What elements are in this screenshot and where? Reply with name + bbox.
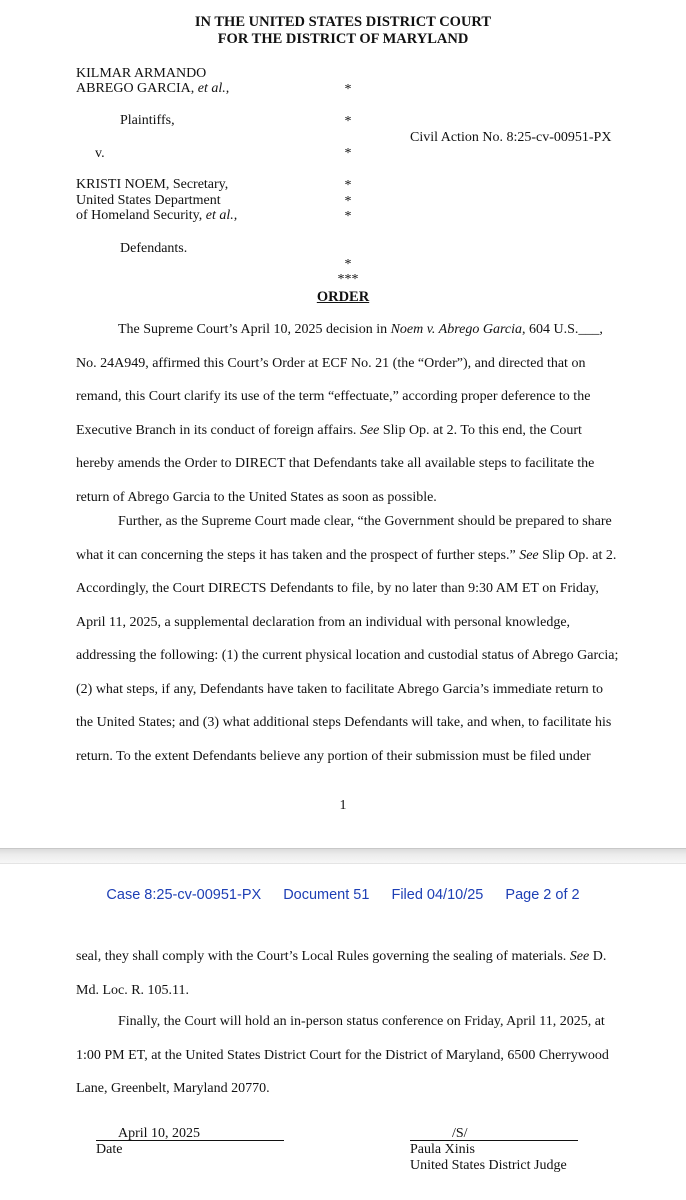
filed-date: Filed 04/10/25: [391, 887, 484, 903]
court-heading-line1: IN THE UNITED STATES DISTRICT COURT: [194, 14, 492, 30]
caption-triple-star: ***: [337, 272, 359, 287]
paragraph-line: 1:00 PM ET, at the United States District Court for the District of Maryland, 6500 Cherrywood: [76, 1047, 609, 1063]
paragraph-line: hereby amends the Order to DIRECT that Defendants take all available steps to facilitate the: [76, 456, 595, 471]
plaintiffs-label: Plaintiffs,: [120, 113, 175, 128]
defendants-label: Defendants.: [120, 241, 188, 256]
judge-name: Paula Xinis: [410, 1142, 475, 1157]
caption-star: *: [344, 209, 352, 224]
defendant-name-line3: of Homeland Security, et al.,: [76, 208, 238, 223]
paragraph-line: addressing the following: (1) the current physical location and custodial status of Abrego Garcia;: [76, 648, 619, 663]
signature-line: [410, 1126, 578, 1141]
court-heading-line2: FOR THE DISTRICT OF MARYLAND: [217, 31, 469, 47]
paragraph-line: Md. Loc. R. 105.11.: [76, 982, 190, 998]
page-number: 1: [339, 798, 347, 813]
paragraph-line: Finally, the Court will hold an in-person status conference on Friday, April 11, 2025, at: [118, 1014, 605, 1029]
caption-star: *: [344, 178, 352, 193]
caption-star: *: [344, 194, 352, 209]
judge-title: United States District Judge: [410, 1158, 567, 1173]
order-paragraph-1: [76, 313, 608, 514]
signature-value: /S/: [452, 1126, 468, 1141]
document-header: [0, 887, 686, 903]
paragraph-line: seal, they shall comply with the Court’s Local Rules governing the sealing of materials. See D.: [76, 949, 607, 964]
paragraph-line: Lane, Greenbelt, Maryland 20770.: [76, 1081, 270, 1096]
paragraph-line: Executive Branch in its conduct of foreign affairs. See Slip Op. at 2. To this end, the Court: [76, 422, 582, 438]
paragraph-line: (2) what steps, if any, Defendants have taken to facilitate Abrego Garcia’s immediate return to: [76, 681, 604, 697]
case-number: Case 8:25-cv-00951-PX: [106, 887, 262, 903]
page-count: Page 2 of 2: [505, 887, 580, 903]
plaintiff-name-line1: KILMAR ARMANDO: [76, 66, 207, 81]
paragraph-line: return of Abrego Garcia to the United States as soon as possible.: [76, 489, 437, 505]
plaintiff-name-line2: ABREGO GARCIA, et al.,: [76, 81, 230, 96]
order-title: ORDER: [316, 289, 370, 305]
order-paragraph-2: [76, 505, 619, 773]
date-label: Date: [96, 1142, 123, 1157]
paragraph-line: No. 24A949, affirmed this Court’s Order at ECF No. 21 (the “Order”), and directed that on: [76, 355, 586, 371]
date-value: April 10, 2025: [118, 1126, 201, 1141]
civil-action-number: Civil Action No. 8:25-cv-00951-PX: [410, 130, 612, 145]
paragraph-line: the United States; and (3) what additional steps Defendants will take, and when, to facilitate his: [76, 715, 612, 730]
paragraph-line: The Supreme Court’s April 10, 2025 decision in Noem v. Abrego Garcia, 604 U.S.___,: [118, 322, 603, 337]
defendant-name-line1: KRISTI NOEM, Secretary,: [76, 177, 229, 192]
order-paragraph-3: [76, 940, 608, 1007]
paragraph-line: Accordingly, the Court DIRECTS Defendants to file, by no later than 9:30 AM ET on Friday,: [76, 581, 599, 596]
paragraph-line: remand, this Court clarify its use of the term “effectuate,” according proper deference to the: [76, 389, 591, 404]
versus: v.: [95, 146, 105, 161]
order-paragraph-4: [76, 1005, 608, 1106]
document-number: Document 51: [283, 887, 370, 903]
paragraph-line: what it can concerning the steps it has taken and the prospect of further steps.” See Slip Op. at 2.: [76, 547, 617, 563]
paragraph-line: April 11, 2025, a supplemental declaration from an individual with personal knowledge,: [76, 614, 571, 630]
page-divider: [0, 848, 686, 864]
paragraph-line: return. To the extent Defendants believe any portion of their submission must be filed under: [76, 748, 591, 764]
paragraph-line: Further, as the Supreme Court made clear, “the Government should be prepared to share: [118, 514, 612, 529]
caption-star: *: [344, 257, 352, 272]
defendant-name-line2: United States Department: [76, 193, 221, 208]
caption-star: *: [344, 114, 352, 129]
caption-star: *: [344, 82, 352, 97]
caption-star: *: [344, 146, 352, 161]
